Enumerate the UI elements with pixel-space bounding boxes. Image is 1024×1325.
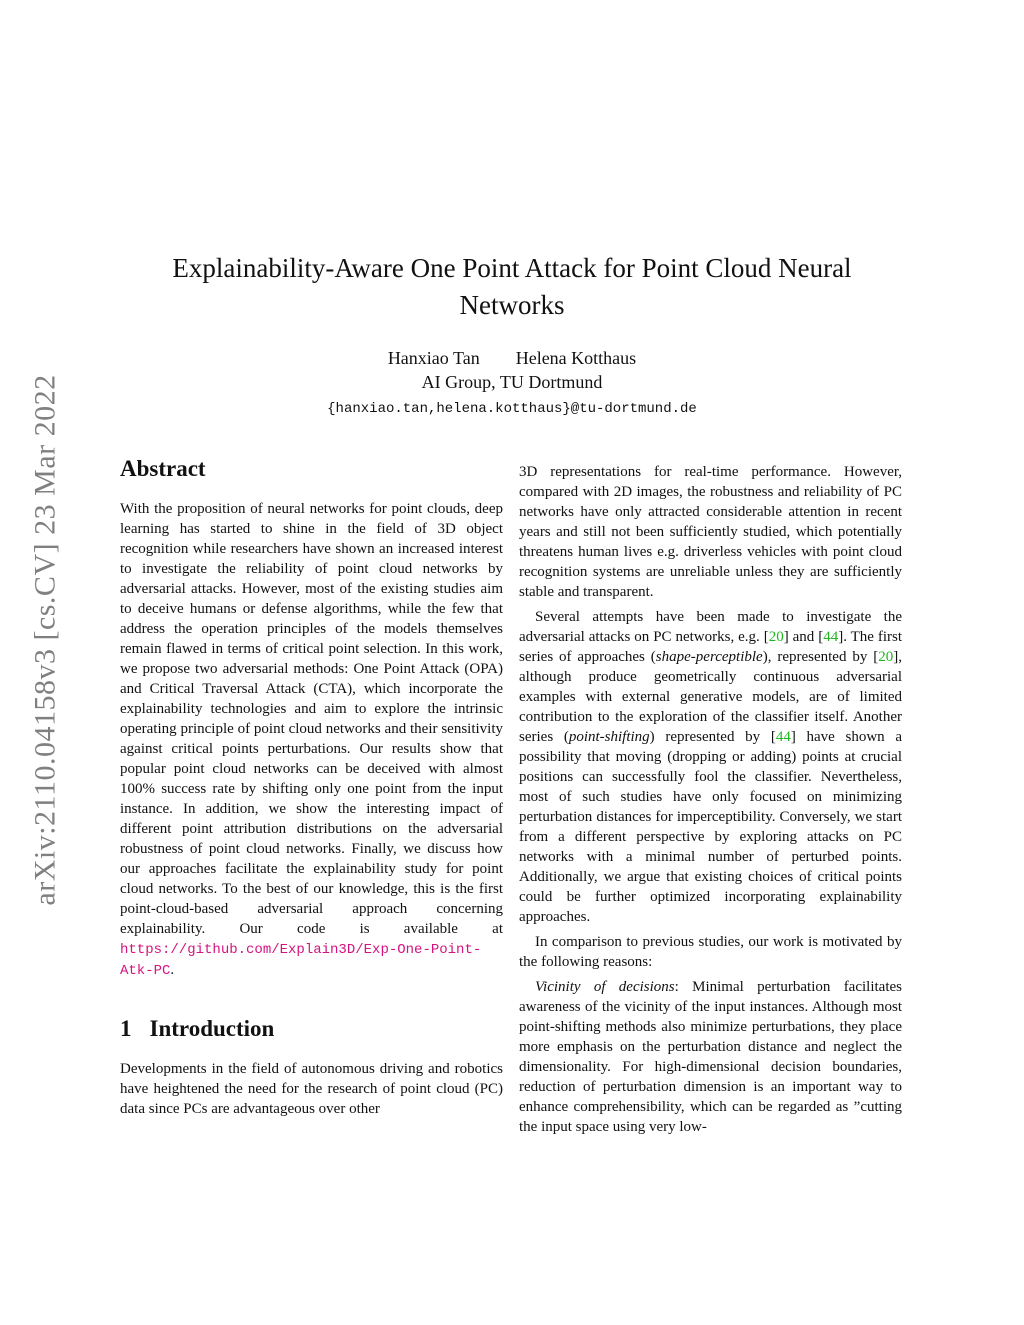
introduction-heading — [120, 1015, 503, 1043]
citation-44[interactable]: 44 — [823, 629, 839, 645]
author-2: Helena Kotthaus — [515, 348, 637, 368]
author-1: Hanxiao Tan — [387, 348, 480, 368]
citation-20-b[interactable]: 20 — [878, 649, 894, 665]
vicinity-label: Vicinity of decisions — [535, 979, 675, 995]
right-paragraph-4 — [519, 977, 902, 1137]
section-title: Introduction — [149, 1016, 275, 1041]
arxiv-stamp-text: arXiv:2110.04158v3 [cs.CV] 23 Mar 2022 — [29, 374, 62, 906]
term-shape-perceptible: shape-perceptible — [655, 649, 763, 665]
right-column — [519, 462, 902, 1137]
title-line-2: Networks — [459, 290, 565, 320]
p2-text-g: ] have shown a possibility that moving (dropping or adding) points at crucial positions can successfully fool the classifier. Nevertheless, most of such studies have only focused on minimizing perturbation distances for imperceptibility. Conversely, we start from a different perspective by exploring attacks on PC networks with a minimal number of perturbed points. Additionally, we argue that existing choices of critical points could be further optimized incorporating explainability approaches. — [519, 729, 902, 925]
p2-text-c: ]. The first series of approaches ( — [519, 629, 902, 665]
p2-text-d: ), represented by [ — [762, 649, 879, 665]
abstract-end: . — [170, 962, 175, 978]
author-email: {hanxiao.tan,helena.kotthaus}@tu-dortmund.de — [327, 401, 697, 417]
vicinity-text: : Minimal perturbation facilitates awareness of the vicinity of the input instances. Although most point-shifting methods also minimize perturbations, they place more emphasis on the perturbation distance and neglect the dimensionality. For high-dimensional decision boundaries, reduction of perturbation dimension is an important way to enhance comprehensibility, which can be regarded as ”cutting the input space using very low- — [519, 979, 902, 1135]
affiliation: AI Group, TU Dortmund — [421, 372, 603, 392]
paper-title — [130, 250, 894, 324]
right-paragraph-2 — [519, 607, 902, 927]
right-paragraph-3: In comparison to previous studies, our work is motivated by the following reasons: — [519, 934, 902, 970]
term-point-shifting: point-shifting — [568, 729, 650, 745]
abstract-heading: Abstract — [120, 456, 206, 481]
abstract-body: With the proposition of neural networks for point clouds, deep learning has started to shine in the field of 3D object recognition while researchers have shown an increased interest to investigate the reliability of point cloud networks by adversarial attacks. However, most of the existing studies aim to deceive humans or defense algorithms, while the few that address the operation principles of the models themselves remain flawed in terms of critical point selection. In this work, we propose two adversarial methods: One Point Attack (OPA) and Critical Traversal Attack (CTA), which incorporate the explainability technologies and aim to explore the intrinsic operating principle of point cloud networks and their sensitivity against critical points perturbations. Our results show that popular point cloud networks can be deceived with almost 100% success rate by shifting only one point from the input instance. In addition, we show the interesting impact of different point attribution distributions on the adversarial robustness of point cloud networks. Finally, we discuss how our approaches facilitate the explainability study for point cloud networks. To the best of our knowledge, this is the first point-cloud-based adversarial approach concerning explainability. Our code is available at — [120, 501, 503, 937]
p2-text-b: ] and [ — [783, 629, 824, 645]
p2-text-a: Several attempts have been made to investigate the adversarial attacks on PC networks, e.g. [ — [519, 609, 902, 645]
code-repository-link[interactable]: https://github.com/Explain3D/Exp-One-Point-Atk-PC — [120, 942, 482, 979]
title-line-1: Explainability-Aware One Point Attack for Point Cloud Neural — [172, 253, 852, 283]
right-paragraph-1: 3D representations for real-time performance. However, compared with 2D images, the robustness and reliability of PC networks have only attracted considerable attention in recent years and still not been sufficiently studied, which potentially threatens human lives e.g. driverless vehicles with point cloud recognition systems are unreliable unless they are sufficiently stable and transparent. — [519, 464, 902, 600]
citation-44-b[interactable]: 44 — [775, 729, 791, 745]
intro-paragraph-1: Developments in the field of autonomous driving and robotics have heightened the need for the research of point cloud (PC) data since PCs are advantageous over other — [120, 1061, 503, 1117]
section-number: 1 — [120, 1016, 132, 1041]
citation-20[interactable]: 20 — [768, 629, 784, 645]
left-column — [120, 455, 503, 1119]
abstract-text — [120, 499, 503, 981]
author-names — [130, 346, 894, 370]
author-block — [130, 346, 894, 421]
p2-text-f: ) represented by [ — [649, 729, 776, 745]
arxiv-identifier-stamp — [26, 345, 66, 935]
p2-text-e: ], although produce geometrically continuous adversarial examples with external generative models, are of limited contribution to the exploration of the classifier itself. Another series ( — [519, 649, 902, 745]
